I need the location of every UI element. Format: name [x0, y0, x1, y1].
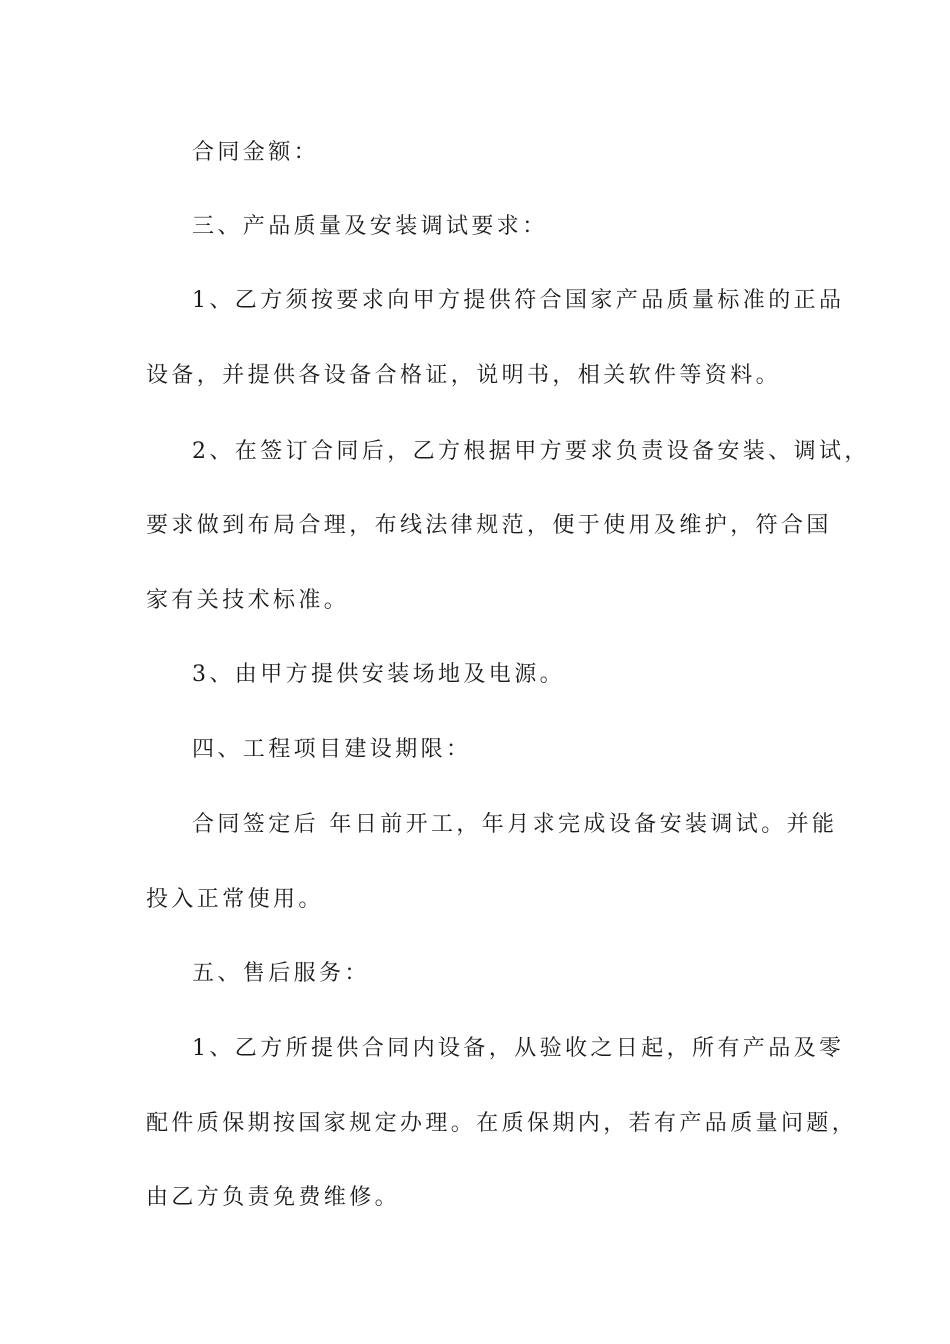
clause-5-1-line-3: 由乙方负责免费维修。	[146, 1185, 401, 1210]
clause-5-1-line-1: 1、乙方所提供合同内设备，从验收之日起，所有产品及零	[192, 1036, 845, 1061]
section-4-body-line-2: 投入正常使用。	[146, 887, 324, 912]
section-5-heading: 五、售后服务：	[192, 961, 370, 986]
clause-3-1-line-2: 设备，并提供各设备合格证，说明书，相关软件等资料。	[146, 363, 782, 388]
clause-5-1-line-2: 配件质保期按国家规定办理。在质保期内，若有产品质量问题，	[146, 1111, 858, 1136]
section-4-heading: 四、工程项目建设期限：	[192, 737, 472, 762]
section-4-body-line-1: 合同签定后 年日前开工，年月求完成设备安装调试。并能	[192, 812, 838, 837]
section-3-heading: 三、产品质量及安装调试要求：	[192, 214, 548, 239]
clause-3-2-line-3: 家有关技术标准。	[146, 588, 350, 613]
clause-3-2-line-2: 要求做到布局合理，布线法律规范，便于使用及维护，符合国	[146, 513, 832, 538]
contract-amount-label: 合同金额：	[192, 140, 320, 165]
clause-3-1-line-1: 1、乙方须按要求向甲方提供符合国家产品质量标准的正品	[192, 288, 845, 313]
clause-3-3: 3、由甲方提供安装场地及电源。	[192, 662, 565, 687]
clause-3-2-line-1: 2、在签订合同后，乙方根据甲方要求负责设备安装、调试，	[192, 439, 870, 464]
